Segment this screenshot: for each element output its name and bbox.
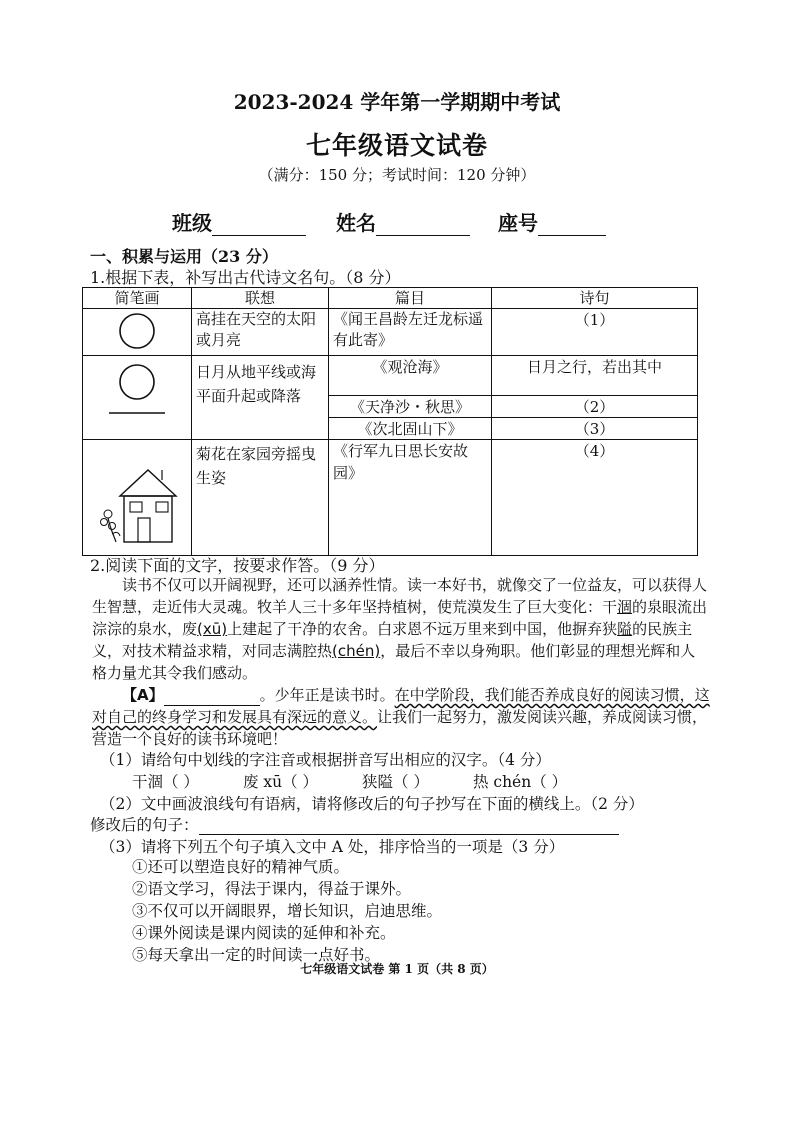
sub-question-1-items: [132, 770, 692, 792]
option-item: ①还可以塑造良好的精神气质。: [132, 858, 350, 876]
rising-sun-sketch-icon: [97, 356, 177, 426]
passage-text: 读书不仅可以开阔视野，还可以涵养性情。读一本好书，就像交了一位益友，可以获得人生智慧，走近伟大灵魂。牧羊人三十多年坚持植树，使荒漠发生了巨大变化：干: [92, 576, 708, 616]
reading-passage-p1: [92, 574, 710, 684]
seat-field[interactable]: [498, 207, 606, 236]
underlined-char: 涸: [617, 598, 633, 616]
sub-question-2: （2）文中画波浪线句有语病，请将修改后的句子抄写在下面的横线上。（2 分）: [100, 795, 644, 813]
fill-blank-a[interactable]: [164, 689, 260, 706]
answer-item[interactable]: 废 xū（ ）: [242, 773, 319, 791]
seat-label: 座号: [498, 211, 538, 235]
reading-passage-p2: [92, 684, 710, 750]
table-header: 篇目: [329, 288, 492, 309]
title-cell: 《观沧海》: [329, 356, 492, 396]
passage-text: 。少年正是读书时。: [259, 686, 395, 704]
option-item: ③不仅可以开阔眼界，增长知识，启迪思维。: [132, 902, 443, 920]
sketch-house-cell: [83, 440, 192, 556]
question-2-prompt: 2.阅读下面的文字，按要求作答。（9 分）: [90, 556, 385, 575]
verse-blank-2[interactable]: （2）: [492, 396, 698, 418]
verse-blank-1[interactable]: （1）: [492, 309, 698, 356]
answer-item[interactable]: 狭隘（ ）: [362, 773, 429, 791]
title-cell: 《天净沙・秋思》: [329, 396, 492, 418]
underlined-char: 隘: [617, 620, 633, 638]
house-with-flower-sketch-icon: [92, 456, 182, 551]
section-heading: 一、积累与运用（23 分）: [90, 247, 278, 266]
question-1-prompt: 1.根据下表，补写出古代诗文名句。（8 分）: [90, 268, 401, 287]
option-item: ②语文学习，得法于课内，得益于课外。: [132, 880, 412, 898]
revised-sentence-label: 修改后的句子：: [90, 816, 199, 834]
association-cell: 菊花在家园旁摇曳生姿: [192, 440, 329, 556]
table-header: 诗句: [492, 288, 698, 309]
verse-cell: 日月之行，若出其中: [492, 356, 698, 396]
passage-text: 上建起了干净的农舍。白求恩不远万里来到中国，他摒弃狭: [227, 620, 618, 638]
pinyin-blank: (xū): [197, 620, 228, 638]
passage-text: 的民族主义，对技术精益求精，对同志满腔热: [92, 620, 693, 660]
exam-title: 2023-2024 学年第一学期期中考试: [233, 90, 561, 114]
blank-marker-a: 【A】: [122, 686, 164, 704]
sub-question-1: （1）请给句中划线的字注音或根据拼音写出相应的汉字。（4 分）: [100, 751, 551, 769]
wavy-underlined-sentence: 在中学阶段，我们能否养成良好的阅读习惯，这对自己的终身学习和发展具有深远的意义。: [92, 686, 710, 726]
name-field[interactable]: [336, 207, 470, 236]
paper-title: 七年级语文试卷: [305, 131, 488, 160]
name-label: 姓名: [336, 211, 376, 235]
title-cell: 《闻王昌龄左迁龙标遥有此寄》: [329, 309, 492, 356]
page-footer: 七年级语文试卷 第 1 页（共 8 页）: [300, 962, 494, 976]
title-cell: 《行军九日思长安故园》: [329, 440, 492, 556]
passage-text: 的泉眼流出淙淙的泉水，废: [92, 598, 708, 638]
option-item: ⑤每天拿出一定的时间读一点好书。: [132, 946, 381, 964]
association-cell: 高挂在天空的太阳或月亮: [192, 309, 329, 356]
table-header: 简笔画: [83, 288, 192, 309]
answer-item[interactable]: 干涸（ ）: [132, 773, 199, 791]
sub-question-3: （3）请将下列五个句子填入文中 A 处，排序恰当的一项是（3 分）: [100, 838, 565, 856]
exam-note: （满分：150 分；考试时间：120 分钟）: [258, 166, 536, 184]
verse-blank-4[interactable]: （4）: [492, 440, 698, 556]
class-field[interactable]: [172, 207, 306, 236]
option-item: ④课外阅读是课内阅读的延伸和补充。: [132, 924, 396, 942]
poem-table: [82, 287, 698, 556]
sketch-sun-cell: [83, 309, 192, 356]
pinyin-blank: (chén): [332, 642, 381, 660]
revised-sentence-row: [90, 813, 619, 835]
passage-text: ，最后不幸以身殉职。他们彰显的理想光辉和人格力量尤其令我们感动。: [92, 642, 696, 682]
circle-sketch-icon: [107, 309, 167, 351]
seat-blank[interactable]: [538, 215, 606, 236]
answer-item[interactable]: 热 chén（ ）: [472, 773, 568, 791]
class-blank[interactable]: [212, 215, 306, 236]
class-label: 班级: [172, 211, 212, 235]
revised-sentence-blank[interactable]: [199, 818, 619, 835]
table-header: 联想: [192, 288, 329, 309]
sketch-horizon-cell: [83, 356, 192, 440]
name-blank[interactable]: [376, 215, 470, 236]
association-cell: 日月从地平线或海平面升起或降落: [192, 356, 329, 440]
title-cell: 《次北固山下》: [329, 418, 492, 440]
verse-blank-3[interactable]: （3）: [492, 418, 698, 440]
passage-text: 让我们一起努力，激发阅读兴趣，养成阅读习惯，营造一个良好的读书环境吧！: [92, 708, 708, 748]
options-list: [132, 856, 442, 966]
